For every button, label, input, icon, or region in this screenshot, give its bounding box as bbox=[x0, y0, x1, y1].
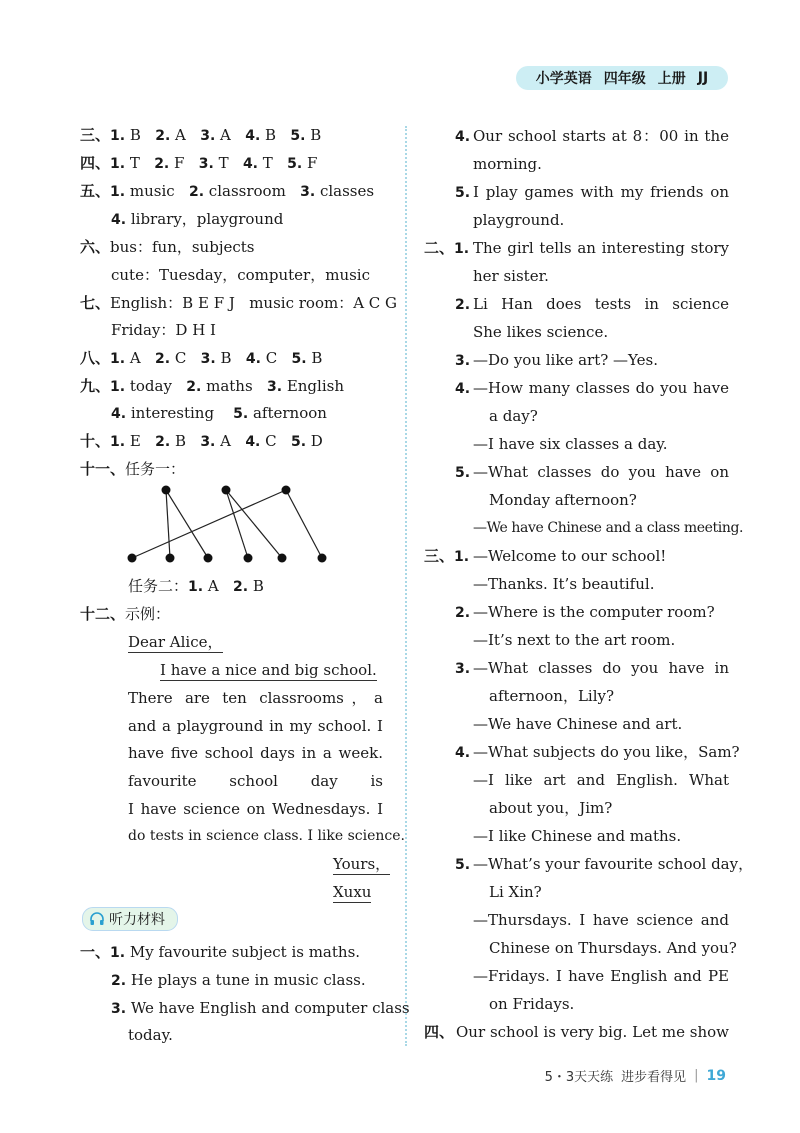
matching-dots bbox=[128, 486, 327, 563]
section-5-answers-row1: 五、1. music 2. classroom 3. classes bbox=[80, 182, 375, 200]
letter-line: favourite school day is bbox=[128, 772, 383, 790]
match-line bbox=[166, 490, 208, 558]
right-text-line: —Thanks. It’s beautiful. bbox=[473, 575, 655, 593]
right-text-line: —What subjects do you like，Sam? bbox=[473, 743, 740, 761]
bottom-dot bbox=[318, 554, 327, 563]
bottom-dot bbox=[128, 554, 137, 563]
matching-diagram bbox=[120, 480, 340, 570]
grade-label: 四年级 bbox=[603, 71, 646, 87]
section-7-line2: Friday：D H I bbox=[111, 321, 216, 339]
match-line bbox=[286, 490, 322, 558]
letter-line: There are ten classrooms，a bbox=[128, 689, 383, 707]
top-dot bbox=[282, 486, 291, 495]
section-10-answers: 十、1. E 2. B 3. A 4. C 5. D bbox=[80, 432, 323, 450]
matching-lines bbox=[132, 490, 322, 558]
page-number: 19 bbox=[706, 1067, 726, 1084]
right-text-line: —Fridays. I have English and PE bbox=[473, 967, 729, 985]
section-3-answers: 三、1. B 2. A 3. A 4. B 5. B bbox=[80, 126, 322, 144]
section-5-answers-row2: 4. library，playground bbox=[111, 210, 284, 228]
right-text-line: about you，Jim? bbox=[489, 799, 613, 817]
right-section-2-label: 二、1. bbox=[424, 239, 470, 257]
edition-label: JJ bbox=[697, 70, 709, 86]
section-6-line1: 六、bus：fun，subjects bbox=[80, 238, 255, 256]
book-info-badge bbox=[516, 66, 728, 90]
match-line bbox=[226, 490, 248, 558]
section-9-answers-row1: 九、1. today 2. maths 3. English bbox=[80, 377, 344, 395]
bottom-dot bbox=[204, 554, 213, 563]
right-text-line: Our school starts at 8：00 in the bbox=[473, 127, 729, 145]
right-text-line: a day? bbox=[489, 407, 538, 425]
subject-label: 小学英语 bbox=[535, 71, 592, 87]
section-12-heading: 十二、示例： bbox=[80, 605, 171, 623]
section-8-answers: 八、1. A 2. C 3. B 4. C 5. B bbox=[80, 349, 323, 367]
right-text-line: —It’s next to the art room. bbox=[473, 631, 676, 649]
right-text-line: her sister. bbox=[473, 267, 549, 285]
right-text-line: —How many classes do you have bbox=[473, 379, 729, 397]
listening-badge-label: 听力材料 bbox=[109, 912, 165, 928]
footer-brand: 5・3天天练 bbox=[544, 1070, 614, 1085]
bottom-dot bbox=[278, 554, 287, 563]
page-footer bbox=[545, 1066, 726, 1085]
right-section-4-label: 四、 bbox=[424, 1023, 455, 1041]
right-text-line: playground. bbox=[473, 211, 565, 229]
right-text-line: —I like art and English. What bbox=[473, 771, 729, 789]
right-text-line: —What’s your favourite school day， bbox=[473, 855, 754, 873]
right-text-line: —What classes do you have on bbox=[473, 463, 729, 481]
letter-line: and a playground in my school. I bbox=[128, 717, 383, 735]
volume-label: 上册 bbox=[657, 71, 686, 87]
right-text-line: The girl tells an interesting story bbox=[473, 239, 729, 257]
section-9-answers-row2: 4. interesting 5. afternoon bbox=[111, 404, 327, 422]
right-text-line: —What classes do you have in bbox=[473, 659, 729, 677]
letter-line: I have science on Wednesdays. I bbox=[128, 800, 383, 818]
right-text-line: —I have six classes a day. bbox=[473, 435, 668, 453]
section-7-line1: 七、English：B E F J music room：A C G bbox=[80, 294, 398, 312]
right-text-line: Li Xin? bbox=[489, 883, 542, 901]
right-text-line: Monday afternoon? bbox=[489, 491, 637, 509]
top-dot bbox=[222, 486, 231, 495]
listening-item: 3. We have English and computer class bbox=[111, 999, 410, 1017]
match-line bbox=[226, 490, 282, 558]
section-4-answers: 四、1. T 2. F 3. T 4. T 5. F bbox=[80, 154, 318, 172]
right-text-line: —Do you like art? —Yes. bbox=[473, 351, 658, 369]
letter-line: do tests in science class. I like science. bbox=[128, 828, 405, 844]
right-text-line: Our school is very big. Let me show bbox=[456, 1023, 729, 1041]
section-6-line2: cute：Tuesday，computer，music bbox=[111, 266, 371, 284]
right-text-line: Chinese on Thursdays. And you? bbox=[489, 939, 737, 957]
right-text-line: —Welcome to our school! bbox=[473, 547, 667, 565]
listening-item: 2. He plays a tune in music class. bbox=[111, 971, 366, 989]
top-dot bbox=[162, 486, 171, 495]
footer-slogan: 进步看得见 bbox=[621, 1070, 687, 1085]
listening-item-continued: today. bbox=[128, 1026, 173, 1044]
right-text-line: She likes science. bbox=[473, 323, 609, 341]
bottom-dot bbox=[244, 554, 253, 563]
right-text-line: morning. bbox=[473, 155, 542, 173]
right-item-number: 5. bbox=[455, 185, 471, 201]
letter-line: have five school days in a week. bbox=[128, 744, 383, 762]
section-11-task2: 任务二：1. A 2. B bbox=[128, 577, 264, 595]
listening-material-badge bbox=[82, 907, 178, 931]
right-text-line: —We have Chinese and a class meeting. bbox=[473, 520, 744, 536]
right-text-line: —I like Chinese and maths. bbox=[473, 827, 682, 845]
letter-greeting: Dear Alice， bbox=[128, 633, 223, 651]
right-text-line: afternoon，Lily? bbox=[489, 687, 615, 705]
listening-item: 一、1. My favourite subject is maths. bbox=[80, 943, 361, 961]
right-text-line: on Fridays. bbox=[489, 995, 575, 1013]
right-text-line: Li Han does tests in science bbox=[473, 295, 729, 313]
letter-signature: Xuxu bbox=[333, 883, 372, 901]
right-text-line: —Where is the computer room? bbox=[473, 603, 715, 621]
right-text-line: —Thursdays. I have science and bbox=[473, 911, 729, 929]
letter-closing: Yours， bbox=[333, 855, 391, 873]
letter-line: I have a nice and big school. bbox=[160, 661, 377, 679]
match-line bbox=[166, 490, 170, 558]
right-item-number: 4. bbox=[455, 129, 471, 145]
footer-separator: | bbox=[694, 1068, 699, 1083]
right-text-line: I play games with my friends on bbox=[473, 183, 729, 201]
right-section-3-label: 三、1. bbox=[424, 547, 470, 565]
column-divider bbox=[405, 126, 407, 1046]
section-11-heading: 十一、任务一： bbox=[80, 460, 186, 478]
right-text-line: —We have Chinese and art. bbox=[473, 715, 683, 733]
headphones-icon bbox=[89, 911, 105, 927]
match-line bbox=[132, 490, 286, 558]
bottom-dot bbox=[166, 554, 175, 563]
